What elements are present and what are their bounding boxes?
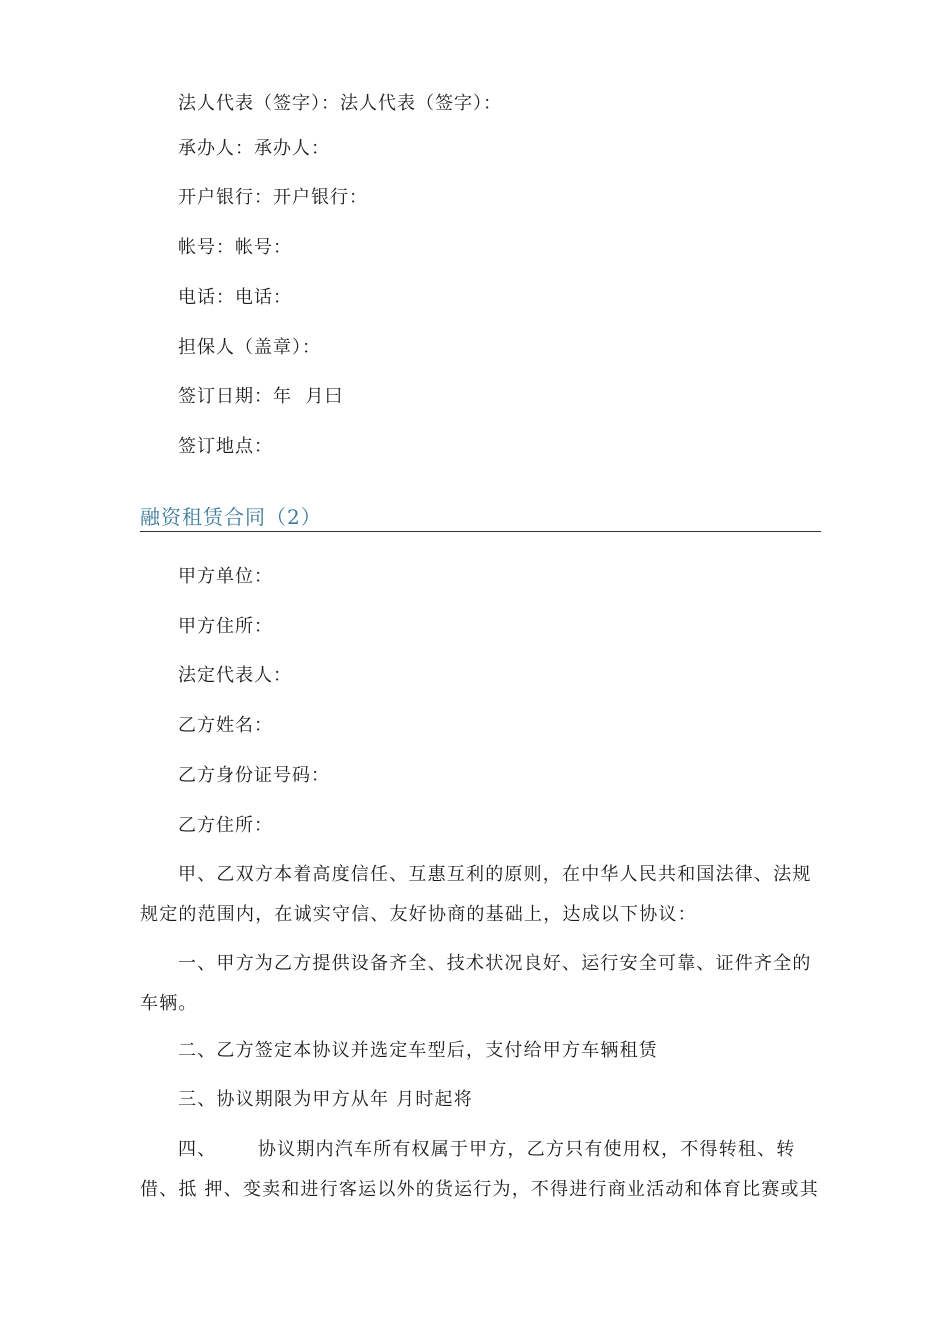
- clause-3-paragraph: 三、协议期限为甲方从年 月时起将: [178, 1089, 473, 1110]
- party-a-address-field: 甲方住所：: [178, 616, 273, 637]
- phone-line: 电话：电话：: [178, 287, 292, 308]
- legal-representative-signature-line: 法人代表（签字）：法人代表（签字）：: [178, 93, 502, 114]
- party-a-unit-field: 甲方单位：: [178, 566, 273, 587]
- party-b-name-field: 乙方姓名：: [178, 715, 273, 736]
- clause-4-paragraph: 四、 协议期内汽车所有权属于甲方，乙方只有使用权，不得转租、转借、抵 押、变卖和进行客运以外的货运行为，不得进行商业活动和体育比赛或其: [140, 1139, 819, 1200]
- section-heading: [140, 505, 821, 532]
- clause-2-paragraph: 二、乙方签定本协议并选定车型后，支付给甲方车辆租赁: [178, 1040, 658, 1061]
- party-b-address-field: 乙方住所：: [178, 815, 273, 836]
- party-b-id-number-field: 乙方身份证号码：: [178, 765, 330, 786]
- legal-representative-field: 法定代表人：: [178, 665, 292, 686]
- preamble-paragraph: 甲、乙双方本着高度信任、互惠互利的原则，在中华人民共和国法律、法规规定的范围内，在诚实守信、友好协商的基础上，达成以下协议：: [140, 864, 812, 925]
- account-number-line: 帐号：帐号：: [178, 237, 292, 258]
- guarantor-line: 担保人（盖章）：: [178, 337, 321, 358]
- signing-date-line: 签订日期：年 月曰: [178, 386, 344, 407]
- handler-line: 承办人：承办人：: [178, 138, 330, 159]
- signing-place-line: 签订地点：: [178, 436, 273, 457]
- section-heading-text: 融资租赁合同（2）: [140, 505, 322, 529]
- clause-1-paragraph: 一、甲方为乙方提供设备齐全、技术状况良好、运行安全可靠、证件齐全的车辆。: [140, 953, 812, 1014]
- bank-line: 开户银行：开户银行：: [178, 187, 368, 208]
